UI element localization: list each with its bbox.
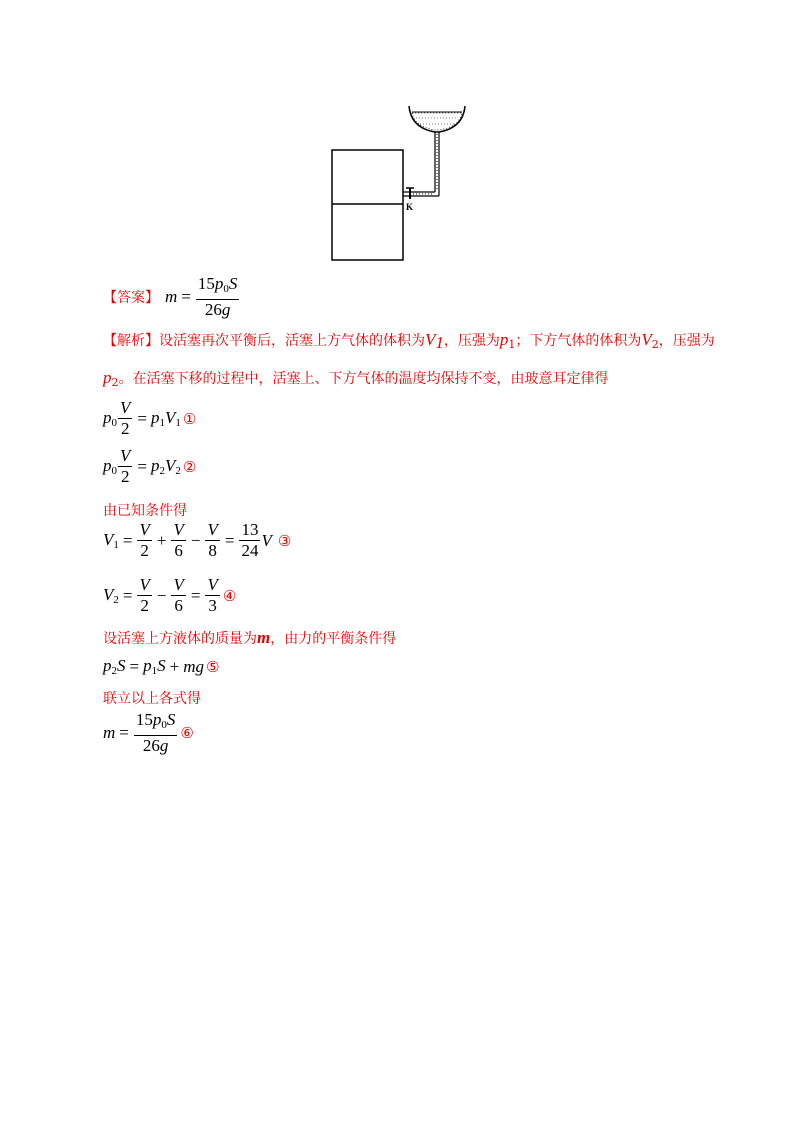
analysis-text: ；下方气体的体积为: [515, 333, 642, 349]
liquid-text-a: 设活塞上方液体的质量为: [103, 631, 257, 647]
answer-fraction: $\frac{15p_0S}{26g}$: [197, 274, 238, 319]
equation-1-number: ①: [182, 409, 197, 428]
var-m: m: [257, 628, 271, 647]
analysis-text: ，压强为: [658, 333, 715, 349]
answer-line: [103, 274, 240, 320]
equation-2-number: ②: [182, 457, 197, 476]
combine-text: 联立以上各式得: [103, 691, 201, 707]
cylinder: [332, 150, 403, 260]
var-v1: V: [425, 330, 436, 349]
answer-tag: 【答案】: [103, 290, 159, 306]
analysis-text: 。在活塞下移的过程中，活塞上、下方气体的温度均保持不变，由玻意耳定律得: [118, 371, 609, 387]
known-conditions-text: 由已知条件得: [103, 503, 187, 519]
equation-4-number: ④: [222, 586, 237, 605]
analysis-tag: 【解析】: [103, 333, 159, 349]
apparatus-figure: [320, 98, 470, 263]
liquid-text-b: ，由力的平衡条件得: [270, 631, 397, 647]
equation-4: $V_2$ = $\frac{V}{2}$ − $\frac{V}{6}$ = $\frac{V}{3}$ ④: [103, 575, 237, 615]
funnel: [409, 106, 465, 132]
equation-3: $V_1$ = $\frac{V}{2}$ + $\frac{V}{6}$ − $\frac{V}{8}$ = $\frac{13}{24}$ V ③: [103, 520, 292, 560]
liquid-mass-text: [103, 628, 396, 648]
valve-label: K: [406, 202, 414, 212]
analysis-text: ，压强为: [443, 333, 500, 349]
analysis-line-2: $p_2$。在活塞下移的过程中，活塞上、下方气体的温度均保持不变，由玻意耳定律得: [103, 368, 609, 389]
equation-6-lhs: m: [103, 723, 116, 742]
var-p1: p: [499, 330, 509, 349]
equation-5-number: ⑤: [205, 657, 220, 676]
equation-5: $p_2S$ = $p_1S$ + mg ⑤: [103, 656, 220, 677]
equation-6-number: ⑥: [180, 724, 194, 742]
analysis-line-1: 【解析】设活塞再次平衡后，活塞上方气体的体积为$V_1$，压强为$p_1$；下方气体的体积为$V_2$，压强为: [103, 330, 715, 352]
analysis-text: 设活塞再次平衡后，活塞上方气体的体积为: [159, 333, 425, 349]
var-v2: V: [641, 330, 652, 349]
equation-2: $p_0$ $\frac{V}{2}$ = $p_2V_2$ ②: [103, 446, 197, 486]
equation-3-number: ③: [277, 531, 292, 550]
equation-1: $p_0$ $\frac{V}{2}$ = $p_1V_1$ ①: [103, 398, 197, 438]
var-p2: p: [103, 368, 112, 387]
answer-lhs: m: [165, 287, 178, 306]
equals-sign: =: [181, 287, 191, 306]
equation-6: m = $\frac{15p_0S}{26g}$ ⑥: [103, 710, 194, 755]
